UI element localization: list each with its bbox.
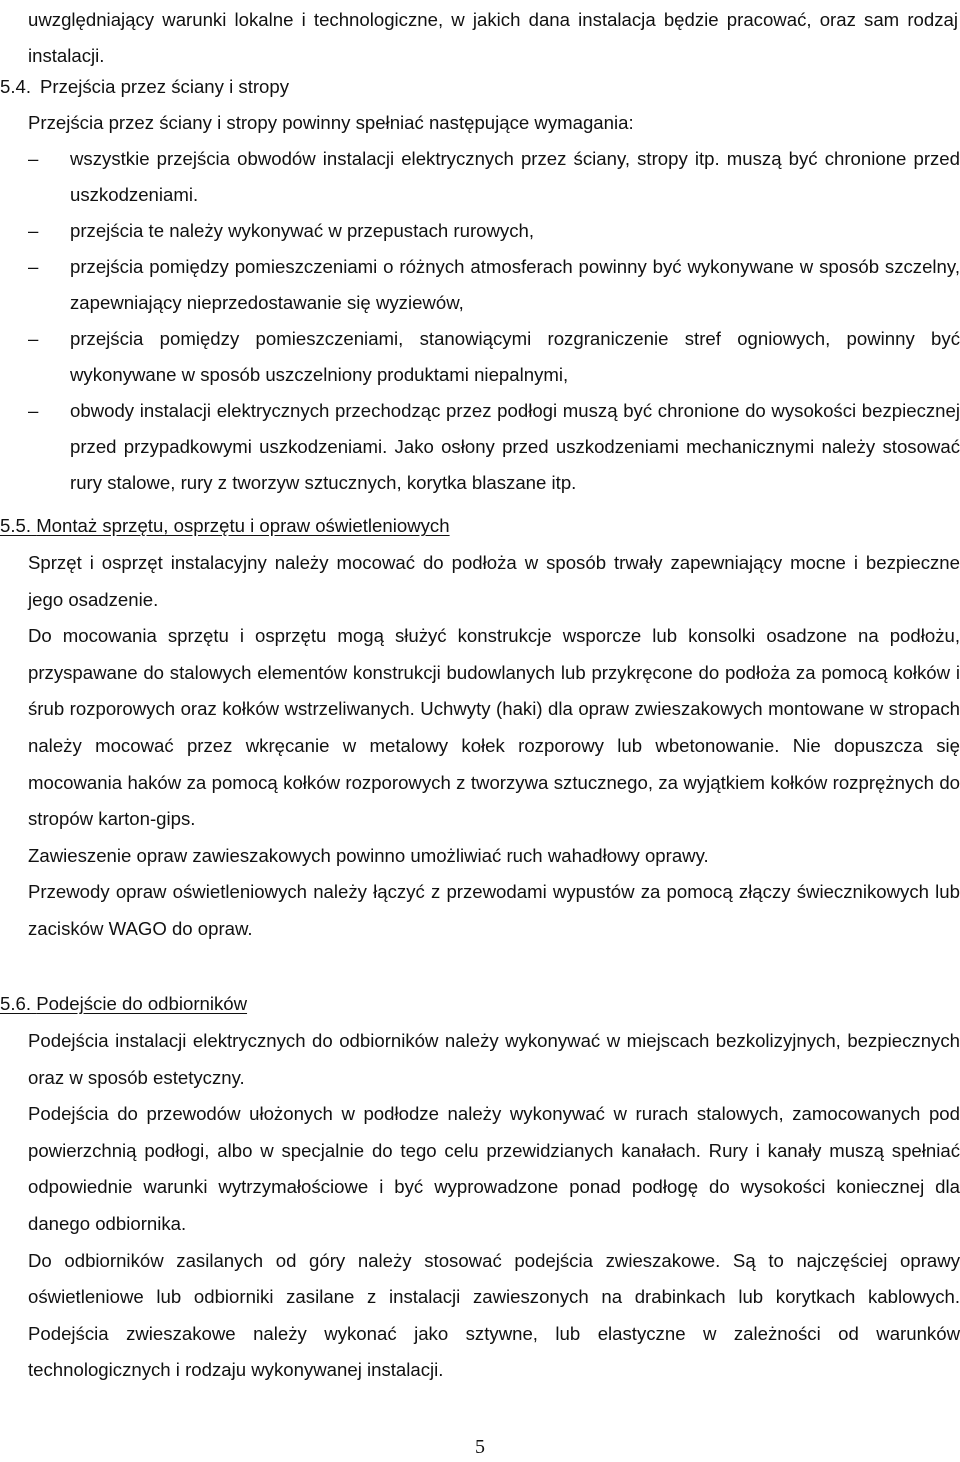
paragraph: Do mocowania sprzętu i osprzętu mogą służyć konstrukcje wsporcze lub konsolki osadzone na podłożu, przyspawane do stalowych elementów konstrukcji budowlanych lub przykręcone do podłoża za pomocą kołków i śrub rozporowych oraz kołków wstrzeliwanych. Uchwyty (haki) dla opraw zwieszakowych montowane w stropach należy mocować przez wkręcanie w metalowy kołek rozporowy lub wbetonowanie. Nie dopuszcza się mocowania haków za pomocą kołków rozporowych z tworzywa sztucznego, za wyjątkiem kołków rozprężnych do stropów karton-gips. (28, 625, 960, 830)
dash-bullet: – (28, 400, 39, 421)
section-55-number: 5.5. (0, 515, 32, 536)
list-item-text: przejścia pomiędzy pomieszczeniami o różnych atmosferach powinny być wykonywane w sposób szczelny, zapewniający nieprzedostawanie się wyziewów, (70, 256, 960, 313)
list-item (0, 249, 960, 321)
paragraph: Sprzęt i osprzęt instalacyjny należy mocować do podłoża w sposób trwały zapewniający mocne i bezpieczne jego osadzenie. (28, 552, 960, 610)
paragraph: Do odbiorników zasilanych od góry należy stosować podejścia zwieszakowe. Są to najczęściej oprawy oświetleniowe lub odbiorniki zasilane z instalacji zawieszonych na drabinkach lub korytkach kablowych. Podejścia zwieszakowe należy wykonać jako sztywne, lub elastyczne w zależności od warunków technologicznych i rodzaju wykonywanej instalacji. (28, 1249, 960, 1381)
section-54-title: Przejścia przez ściany i stropy (40, 76, 290, 97)
paragraph: Podejścia do przewodów ułożonych w podłodze należy wykonywać w rurach stalowych, zamocowanych pod powierzchnią podłogi, albo w specjalnie do tego celu przewidzianych kanałach. Rury i kanały muszą spełniać odpowiednie warunki wytrzymałościowe i być wyprowadzone ponad podłogę do wysokości koniecznej dla danego odbiornika. (28, 1103, 960, 1234)
section-56-heading (0, 986, 960, 1022)
list-item-text: przejścia te należy wykonywać w przepustach rurowych, (70, 220, 534, 241)
page-number: 5 (475, 1436, 485, 1458)
section-54-number: 5.4. (0, 76, 32, 97)
dash-bullet: – (28, 328, 39, 349)
section-56-title-line (0, 993, 247, 1014)
section-54-list (0, 141, 960, 501)
section-56-body (28, 1023, 960, 1389)
list-item (0, 393, 960, 501)
list-item (0, 321, 960, 393)
section-55-title: Montaż sprzętu, osprzętu i opraw oświetleniowych (36, 515, 450, 536)
dash-bullet: – (28, 256, 39, 277)
list-item (0, 213, 960, 249)
list-item-text: przejścia pomiędzy pomieszczeniami, stanowiącymi rozgraniczenie stref ogniowych, powinny być wykonywane w sposób uszczelniony produktami niepalnymi, (70, 328, 960, 385)
list-item (0, 141, 960, 213)
dash-bullet: – (28, 148, 39, 169)
section-56-number: 5.6. (0, 993, 32, 1014)
list-item-text: wszystkie przejścia obwodów instalacji elektrycznych przez ściany, stropy itp. muszą być chronione przed uszkodzeniami. (70, 148, 960, 205)
section-56-title: Podejście do odbiorników (36, 993, 248, 1014)
section-54-heading (0, 69, 960, 105)
section-54-lead: Przejścia przez ściany i stropy powinny spełniać następujące wymagania: (28, 112, 634, 133)
dash-bullet: – (28, 220, 39, 241)
section-55-body (28, 545, 960, 948)
section-55-heading (0, 508, 960, 544)
paragraph: Zawieszenie opraw zawieszakowych powinno umożliwiać ruch wahadłowy oprawy. (28, 844, 709, 866)
intro-paragraph: uwzględniający warunki lokalne i technologiczne, w jakich dana instalacja będzie pracować, oraz sam rodzaj instalacji. (28, 9, 958, 66)
list-item-text: obwody instalacji elektrycznych przechodząc przez podłogi muszą być chronione do wysokości bezpiecznej przed przypadkowymi uszkodzeniami. Jako osłony przed uszkodzeniami mechanicznymi należy stosować rury stalowe, rury z tworzyw sztucznych, korytka blaszane itp. (70, 400, 960, 493)
paragraph: Podejścia instalacji elektrycznych do odbiorników należy wykonywać w miejscach bezkolizyjnych, bezpiecznych oraz w sposób estetyczny. (28, 1030, 960, 1088)
section-55-title-line (0, 515, 450, 536)
paragraph: Przewody opraw oświetleniowych należy łączyć z przewodami wypustów za pomocą złączy świecznikowych lub zacisków WAGO do opraw. (28, 881, 960, 939)
